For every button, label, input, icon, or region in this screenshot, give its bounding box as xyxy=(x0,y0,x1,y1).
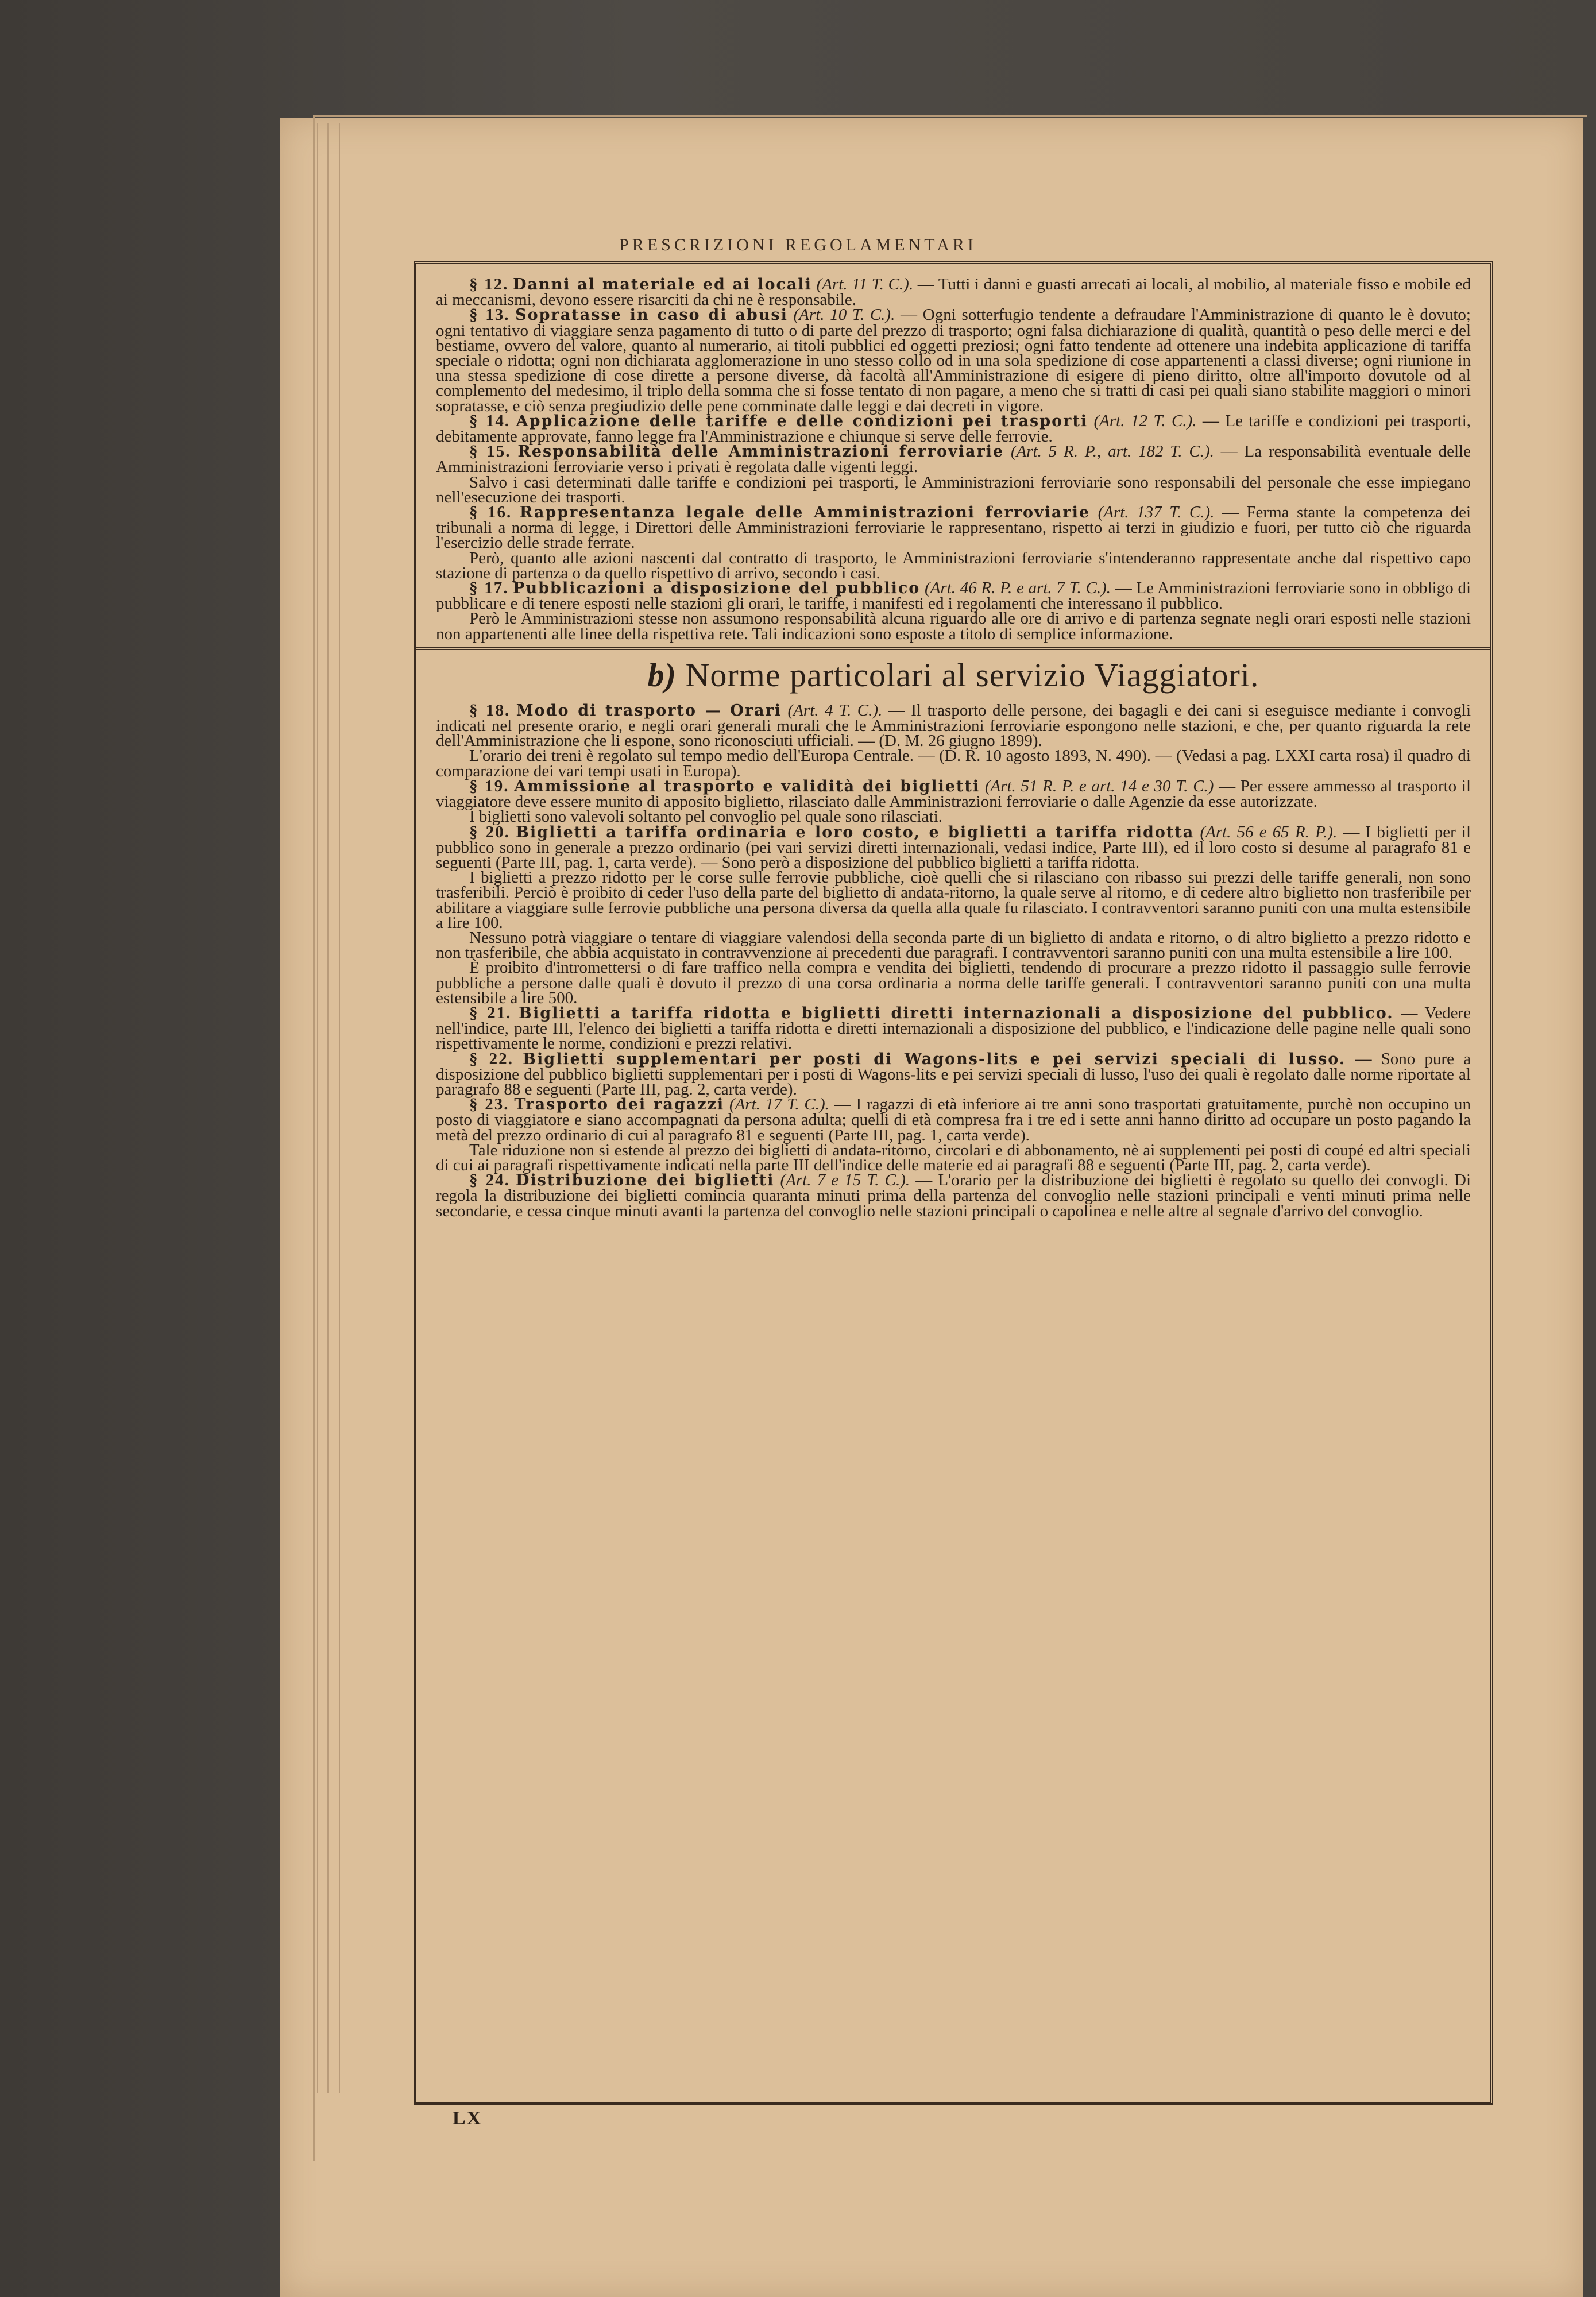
section-paragraph-continued: Però le Amministrazioni stesse non assumono responsabilità alcuna riguardo alle ore di arrivo e di partenza segnate negli orari esposti nelle stazioni non appartenenti alle linee della rispettiva rete. Tali indicazioni sono esposte a titolo di semplice informazione. xyxy=(436,609,1471,643)
section-paragraph-continued: Tale riduzione non si estende al prezzo dei biglietti di andata-ritorno, circolari e di abbonamento, nè ai supplementi pei posti di coupé ed altri speciali di cui ai paragrafi rispettivamente indicati nella parte III dell'indice delle materie ed ai paragrafi 88 e seguenti (Parte III, pag. 2, carta verde). xyxy=(436,1140,1471,1174)
section-paragraph xyxy=(436,822,1471,872)
section-text: — Il trasporto delle persone, dei bagagli e dei cani si eseguisce mediante i convogli indicati nel presente orario, e negli orari generali murali che le Amministrazioni ferroviarie espongono nelle stazioni, e che, per quanto riguarda la rete dell'Amministrazione che li espone, sono riconosciuti ufficiali. — (D. M. 26 giugno 1899). xyxy=(436,701,1471,751)
section-title: Pubblicazioni a disposizione del pubblico xyxy=(513,579,921,598)
section-title: Biglietti a tariffa ordinaria e loro costo, e biglietti a tariffa ridotta xyxy=(516,823,1195,841)
subhead-letter: b) xyxy=(647,656,677,694)
section-paragraph xyxy=(436,776,1471,811)
section-paragraph xyxy=(436,307,1471,413)
section-paragraph-continued: I biglietti sono valevoli soltanto pel convoglio pel quale sono rilasciati. xyxy=(469,807,942,826)
section-number: § 22. xyxy=(469,1049,513,1068)
subhead xyxy=(436,655,1471,696)
section-title: Modo di trasporto — Orari xyxy=(516,701,782,720)
section-paragraph-continued: I biglietti a prezzo ridotto per le corse sulle ferrovie pubbliche, cioè quelli che si rilasciano con ribasso sui prezzi delle tariffe generali, non sono trasferibili. Perciò è proibito di ceder l'uso della parte del biglietto di andata-ritorno, la quale serve al ritorno, e di cedere altro biglietto non trasferibile per abilitare a viaggiare sulle ferrovie pubbliche una persona diversa da quella alla quale fu rilasciato. I contravventori saranno puniti con una multa estensibile a lire 100. xyxy=(436,868,1471,932)
section-reference: (Art. 137 T. C.). xyxy=(1098,503,1215,522)
section-paragraph xyxy=(436,275,1471,310)
section-title: Distribuzione dei biglietti xyxy=(515,1171,775,1190)
section-paragraph xyxy=(436,1173,1471,1219)
section-reference: (Art. 12 T. C.). xyxy=(1093,411,1197,430)
section-text: — La responsabilità eventuale delle Amministrazioni ferroviarie verso i privati è regolata dalle vigenti leggi. xyxy=(436,442,1471,477)
section-number: § 18. xyxy=(469,701,511,720)
section-title: Ammissione al trasporto e validità dei biglietti xyxy=(514,777,980,795)
section-number: § 21. xyxy=(469,1003,512,1022)
section-paragraph xyxy=(436,505,1471,551)
sections-passengers xyxy=(436,703,1471,1219)
section-title: Biglietti a tariffa ridotta e biglietti diretti internazionali a disposizione del pubblico. xyxy=(519,1004,1394,1022)
section-number: § 19. xyxy=(469,776,509,795)
page-edge-line xyxy=(317,123,318,2093)
section-number: § 17. xyxy=(469,579,509,598)
section-paragraph xyxy=(436,1003,1471,1053)
section-text: — Tutti i danni e guasti arrecati ai locali, al mobilio, al materiale fisso e mobile ed ai meccanismi, devono essere risarciti da chi ne è responsabile. xyxy=(436,275,1471,310)
section-paragraph-continued: Però, quanto alle azioni nascenti dal contratto di trasporto, le Amministrazioni ferroviarie s'intenderanno rappresentate anche dal rispettivo capo stazione di partenza o da quello rispettivo di arrivo, secondo i casi. xyxy=(436,548,1471,582)
page-edge-line xyxy=(327,123,329,2093)
page-edge-line xyxy=(339,123,340,2093)
section-title: Responsabilità delle Amministrazioni ferroviarie xyxy=(517,443,1004,461)
section-number: § 12. xyxy=(469,275,509,293)
section-paragraph xyxy=(436,442,1471,477)
section-title: Applicazione delle tariffe e delle condizioni pei trasporti xyxy=(516,412,1088,430)
section-number: § 14. xyxy=(469,411,511,430)
section-title: Trasporto dei ragazzi xyxy=(514,1096,725,1114)
section-number: § 15. xyxy=(469,442,511,461)
section-reference: (Art. 51 R. P. e art. 14 e 30 T. C.) xyxy=(984,776,1214,795)
section-text: — Le tariffe e condizioni pei trasporti, debitamente approvate, fanno legge fra l'Amministrazione e chiunque si serve delle ferrovie. xyxy=(436,411,1471,446)
section-paragraph-continued: L'orario dei treni è regolato sul tempo medio dell'Europa Centrale. — (D. R. 10 agosto 1893, N. 490). — (Vedasi a pag. LXXI carta rosa) il quadro di comparazione dei vari tempi usati in Europa). xyxy=(436,747,1471,780)
section-text: — Vedere nell'indice, parte III, l'elenco dei biglietti a tariffa ridotta e diretti internazionali a disposizione del pubblico, e l'indicazione delle pagine nelle quali sono rispettivamente le norme, condizioni e prezzi relativi. xyxy=(436,1003,1471,1053)
section-reference: (Art. 56 e 65 R. P.). xyxy=(1200,822,1338,841)
section-text: — Le Amministrazioni ferroviarie sono in obbligo di pubblicare e di tenere esposti nelle stazioni gli orari, le tariffe, i manifesti ed i regolamenti che interessano il pubblico. xyxy=(436,579,1471,613)
sections-general xyxy=(436,277,1471,641)
section-paragraph-continued: Salvo i casi determinati dalle tariffe e condizioni pei trasporti, le Amministrazioni ferroviarie sono responsabili del personale che esse impiegano nell'esecuzione dei trasporti. xyxy=(436,473,1471,506)
section-number: § 16. xyxy=(469,503,512,522)
section-paragraph xyxy=(436,1051,1471,1097)
section-paragraph xyxy=(436,581,1471,611)
section-reference: (Art. 46 R. P. e art. 7 T. C.). xyxy=(925,579,1111,598)
section-reference: (Art. 4 T. C.). xyxy=(787,701,883,720)
section-title: Rappresentanza legale delle Amministrazioni ferroviarie xyxy=(519,504,1091,522)
section-text: — L'orario per la distribuzione dei biglietti è regolato su quello dei convogli. Di regola la distribuzione dei biglietti comincia quaranta minuti prima della partenza del convoglio nelle stazioni principali e venti minuti prima nelle secondarie, e cessa cinque minuti avanti la partenza del convoglio nelle stazioni principali o capolinea e nelle altre al segnale d'arrivo del convoglio. xyxy=(436,1171,1471,1220)
running-head: PRESCRIZIONI REGOLAMENTARI xyxy=(619,235,977,254)
section-paragraph xyxy=(436,1097,1471,1143)
section-text: — Per essere ammesso al trasporto il viaggiatore deve essere munito di apposito biglietto, rilasciato dalle Amministrazioni ferroviarie o dalle Agenzie da esse autorizzate. xyxy=(436,776,1471,811)
section-reference: (Art. 7 e 15 T. C.). xyxy=(780,1171,910,1190)
page-number: LX xyxy=(453,2107,482,2129)
section-number: § 20. xyxy=(469,822,510,841)
section-title: Danni al materiale ed ai locali xyxy=(513,276,812,293)
section-text: — I ragazzi di età inferiore ai tre anni sono trasportati gratuitamente, purchè non occupino un posto di viaggiatore e siano accompagnati da persona adulta; quelli di età compresa fra i tre ed i sette anni hanno diritto ad occupare un posto pagando la metà del prezzo ordinario di cui al paragrafo 81 e seguenti (Parte III, pag. 1, carta verde). xyxy=(436,1095,1471,1144)
section-reference: (Art. 5 R. P., art. 182 T. C.). xyxy=(1010,442,1214,461)
section-number: § 23. xyxy=(469,1095,509,1114)
section-text: — Ferma stante la competenza dei tribunali a norma di legge, i Direttori delle Amministrazioni ferroviarie le rappresentano, rispetto ai terzi in giudizio e fuori, per tutto ciò che riguarda l'esercizio delle strade ferrate. xyxy=(436,503,1471,552)
section-paragraph xyxy=(436,413,1471,444)
section-divider xyxy=(416,647,1490,650)
section-paragraph-continued: È proibito d'intromettersi o di fare traffico nella compra e vendita dei biglietti, tendendo di procurare a prezzo ridotto il passaggio sulle ferrovie pubbliche a persone dalle quali è dovuto il prezzo di una corsa ordinaria a norma delle tariffe generali. I contravventori saranno puniti con una multa estensibile a lire 500. xyxy=(436,958,1471,1007)
section-text: — Sono pure a disposizione del pubblico biglietti supplementari per i posti di Wagons-lits e pei servizi speciali di lusso, l'uso dei quali è regolato dalle norme riportate al paragrafo 88 e seguenti (Parte III, pag. 2, carta verde). xyxy=(436,1049,1471,1099)
section-text: — I biglietti per il pubblico sono in generale a prezzo ordinario (pei vari servizi diretti internazionali, vedasi indice, Parte III), ed il loro costo si desume al paragrafo 81 e seguenti (Parte III, pag. 1, carta verde). — Sono però a disposizione del pubblico biglietti a tariffa ridotta. xyxy=(436,822,1471,872)
section-reference: (Art. 10 T. C.). xyxy=(793,306,895,324)
text-frame xyxy=(414,261,1493,2105)
section-reference: (Art. 17 T. C.). xyxy=(729,1095,829,1114)
subhead-text: Norme particolari al servizio Viaggiatori. xyxy=(685,656,1259,694)
section-text: — Ogni sotterfugio tendente a defraudare l'Amministrazione di quanto le è dovuto; ogni tentativo di viaggiare senza pagamento di tutto o di parte del prezzo di trasporto; ogni falsa dichiarazione di qualità, quantità o peso delle merci e del bestiame, ovvero del valore, quanto al numerario, ai titoli pubblici ed oggetti preziosi; ogni fatto tendente ad ottenere una indebita applicazione di tariffa speciale o ridotta; ogni non dichiarata agglomerazione in uno stesso collo od in una sola spedizione di cose appartenenti a classi diverse; ogni riunione in una stessa spedizione di cose dirette a persone diverse, dà facoltà all'Amministrazione di esigere di pieno diritto, oltre all'importo dovutole od al complemento del medesimo, il triplo della somma che si fosse tentato di non pagare, a meno che si tratti di casi pei quali siano stabilite maggiori o minori sopratasse, e ciò senza pregiudizio delle pene comminate dalle leggi e dai decreti in vigore. xyxy=(436,306,1471,415)
section-number: § 24. xyxy=(469,1171,510,1190)
section-paragraph xyxy=(436,703,1471,749)
section-title: Biglietti supplementari per posti di Wagons-lits e pei servizi speciali di lusso. xyxy=(523,1050,1346,1068)
section-reference: (Art. 11 T. C.). xyxy=(816,275,914,293)
section-number: § 13. xyxy=(469,306,510,324)
section-paragraph-continued: Nessuno potrà viaggiare o tentare di viaggiare valendosi della seconda parte di un biglietto di andata e ritorno, o di altro biglietto a prezzo ridotto e non trasferibile, che abbia acquistato in contravvenzione ai precedenti due paragrafi. I contravventori saranno puniti con una multa estensibile a lire 100. xyxy=(436,928,1471,962)
section-title: Sopratasse in caso di abusi xyxy=(515,306,788,324)
